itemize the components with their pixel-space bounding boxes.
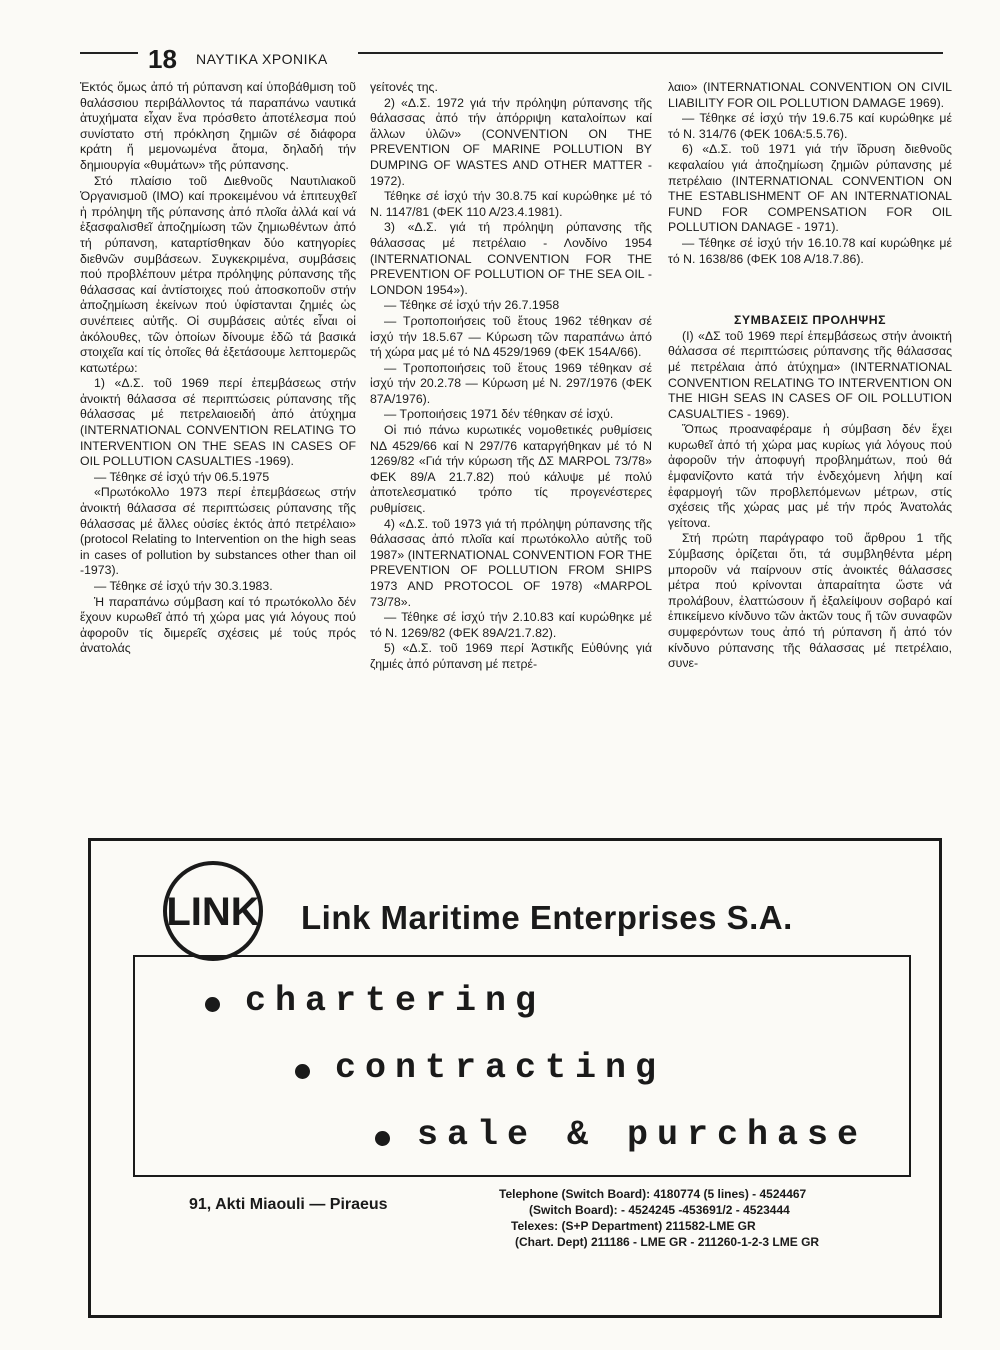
paragraph: Τέθηκε σέ ἰσχύ τήν 30.8.75 καί κυρώθηκε μέ τό Ν. 1147/81 (ΦΕΚ 110 Α/23.4.1981). bbox=[370, 189, 652, 219]
services-box bbox=[133, 955, 911, 1177]
service-item: contracting bbox=[335, 1048, 666, 1088]
paragraph: Ἡ παραπάνω σύμβαση καί τό πρωτόκολλο δέν ἔχουν κυρωθεῖ ἀπό τή χώρα μας γιά λόγους πού ἀφοροῦν τίς διμερεῖς σχέσεις μέ τούς πρός ἀνατολάς bbox=[80, 594, 356, 656]
company-logo bbox=[161, 859, 265, 963]
contact-line: (Switch Board): - 4524245 -453691/2 - 4523444 bbox=[529, 1203, 790, 1217]
paragraph: Οἱ πιό πάνω κυρωτικές νομοθετικές ρυθμίσεις ΝΔ 4529/66 καί Ν 297/76 καταργήθηκαν μέ τό Ν 1269/82 «Γιά τήν κύρωση τῆς ΔΣ MARPOL 73/78» ΦΕΚ 89/Α 21.7.82) πού κάλυψε μέ πολύ ἀποτελεσματικό τρόπο τίς προγενέστερες ρυθμίσεις. bbox=[370, 423, 652, 516]
advertisement bbox=[88, 838, 942, 1318]
paragraph: — Τροποποιήσεις τοῦ ἔτους 1969 τέθηκαν σέ ἰσχύ τήν 20.2.78 — Κύρωση μέ Ν. 297/1976 (ΦΕΚ 87Α/1976). bbox=[370, 360, 652, 406]
bullet-icon bbox=[205, 997, 220, 1012]
article-column-3 bbox=[668, 80, 952, 672]
paragraph: — Τροποποιήσεις τοῦ ἔτους 1962 τέθηκαν σέ ἰσχύ τήν 18.5.67 — Κύρωση τῶν παραπάνω ἀπό τή χώρα μας μέ τό ΝΔ 4529/1969 (ΦΕΚ 154Α/66). bbox=[370, 313, 652, 360]
service-item: sale & purchase bbox=[417, 1115, 868, 1155]
contact-line: (Chart. Dept) 211186 - LME GR - 211260-1-2-3 LME GR bbox=[515, 1235, 820, 1249]
paragraph: Στό πλαίσιο τοῦ Διεθνοῦς Ναυτιλιακοῦ Ὀργανισμοῦ (IMO) καί προκειμένου νά ἐπιτευχθεῖ ἡ πρόληψη τῆς ρύπανσης ἀπό πλοῖα ἀλλά καί νά ἐξασφαλισθεῖ ἀποζημίωση τῶν ζημιωθέντων ἀπό τή ρύπανση, καταρτίσθηκαν δύο κατηγορίες διεθνῶν συμβάσεων. Συγκεκριμένα, συμβάσεις πού προβλέπουν μέτρα πρόληψης ρύπανσης τῆς θάλασσας καί ἀντίστοιχες πού ἀποσκοποῦν στήν ἀποζημίωση ἐκείνων πού ὑφίστανται ζημιές ὡς συνέπειες αὐτῆς. Οἱ συμβάσεις αὐτές εἶναι οἱ ἀκόλουθες, τῶν ὁποίων δίνουμε ἐδῶ τά βασικά στοιχεῖα καί τίς ὁποῖες θά ἐξετάσουμε λεπτομερῶς κατωτέρω: bbox=[80, 173, 356, 375]
article-column-2 bbox=[370, 80, 652, 673]
company-address: 91, Akti Miaouli — Piraeus bbox=[189, 1196, 388, 1213]
service-item: chartering bbox=[245, 981, 546, 1021]
contact-line: Telephone (Switch Board): 4180774 (5 lines) - 4524467 bbox=[499, 1187, 807, 1201]
paragraph: γείτονές της. bbox=[370, 80, 438, 94]
paragraph: Ἐκτός ὅμως ἀπό τή ρύπανση καί ὑποβάθμιση τοῦ θαλάσσιου περιβάλλοντος τά παραπάνω ναυτικά ἀτυχήματα εἶχαν ἕνα πρόσθετο ἀποτέλεσμα πού συνίστατο στή πρόκληση ζημιῶν σέ διάφορα κράτη ἤ μεμονωμένα ἄτομα, δηλαδή τήν δημιουργία «θυμάτων» τῆς ρύπανσης. bbox=[80, 80, 356, 172]
paragraph: — Τροποιήσεις 1971 δέν τέθηκαν σέ ἰσχύ. bbox=[384, 407, 614, 422]
paragraph: 2) «Δ.Σ. 1972 γιά τήν πρόληψη ρύπανσης τῆς θάλασσας ἀπό τήν ἀπόρριψη καταλοίπων καί ἄλλων ὑλῶν» (CONVENTION ON THE PREVENTION OF MARINE POLLUTION BY DUMPING OF WASTES AND OTHER MATTER - 1972). bbox=[370, 95, 652, 188]
contact-line: Telexes: (S+P Department) 211582-LME GR bbox=[511, 1219, 756, 1233]
paragraph: 1) «Δ.Σ. τοῦ 1969 περί ἐπεμβάσεως στήν ἀνοικτή θάλασσα σέ περιπτώσεις ρύπανσης τῆς θάλασσας μέ πετρελαιοειδή ἀπό ἀτύχημα (INTERNATIONAL CONVENTION RELATING TO INTERVENTION ON THE SEAS IN CASES OF OIL POLLUTION CASUALTIES -1969). bbox=[80, 376, 356, 469]
paragraph: — Τέθηκε σέ ἰσχύ τήν 16.10.78 καί κυρώθηκε μέ τό Ν. 1638/86 (ΦΕΚ 108 Α/18.7.86). bbox=[668, 235, 952, 266]
logo-text: LINK bbox=[166, 890, 260, 934]
section-heading: ΣΥΜΒΑΣΕΙΣ ΠΡΟΛΗΨΗΣ bbox=[734, 313, 886, 328]
paragraph: (Ι) «ΔΣ τοῦ 1969 περί ἐπεμβάσεως στήν ἀνοικτή θάλασσα σέ περιπτώσεις ρύπανσης τῆς θάλασσας μέ πετρέλαια ἀπό ἀτύχημα» (INTERNATIONAL CONVENTION RELATING TO INTERVENTION ON THE HIGH SEAS IN CASES OF OIL POLLUTION CASUALTIES - 1969). bbox=[668, 328, 952, 421]
company-name: Link Maritime Enterprises S.A. bbox=[301, 899, 793, 936]
paragraph: λαιο» (INTERNATIONAL CONVENTION ON CIVIL LIABILITY FOR OIL POLLUTION DAMAGE 1969). bbox=[668, 80, 952, 110]
paragraph: — Τέθηκε σέ ἰσχύ τήν 26.7.1958 bbox=[384, 298, 560, 313]
paragraph: 6) «Δ.Σ. τοῦ 1971 γιά τήν ἵδρυση διεθνοῦς κεφαλαίου γιά ἀποζημίωση ζημιῶν ρύπανσης μέ πετρέλαιο (INTERNATIONAL CONVENTION ON THE ESTABLISHMENT OF AN INTERNATIONAL FUND FOR COMPENSATION FOR OIL POLLUTION DANAGE - 1971). bbox=[668, 142, 952, 235]
paragraph: 3) «Δ.Σ. γιά τή πρόληψη ρύπανσης τῆς θάλασσας μέ πετρέλαιο - Λονδίνο 1954 (INTERNATIONAL CONVENTION FOR THE PREVENTION OF POLLUTION OF THE SEA OIL - LONDON 1954»). bbox=[370, 220, 652, 297]
paragraph: — Τέθηκε σέ ἰσχύ τήν 06.5.1975 bbox=[94, 469, 270, 484]
paragraph: 4) «Δ.Σ. τοῦ 1973 γιά τή πρόληψη ρύπανσης τῆς θάλασσας ἀπό πλοῖα καί πρωτόκολλο αὐτῆς τοῦ 1987» (INTERNATIONAL CONVENTION FOR THE PREVENTION OF POLLUTION FROM SHIPS 1973 AND PROTOCOL OF 1978) «MARPOL 73/78». bbox=[370, 516, 652, 609]
header-rule-right bbox=[358, 52, 943, 54]
magazine-title: ΝΑΥΤΙΚΑ ΧΡΟΝΙΚΑ bbox=[196, 51, 328, 67]
paragraph: — Τέθηκε σέ ἰσχύ τήν 2.10.83 καί κυρώθηκε μέ τό Ν. 1269/82 (ΦΕΚ 89Α/21.7.82). bbox=[370, 610, 652, 640]
paragraph: — Τέθηκε σέ ἰσχύ τήν 30.3.1983. bbox=[94, 579, 273, 593]
paragraph: Στή πρώτη παράγραφο τοῦ ἄρθρου 1 τῆς Σύμβασης ὁρίζεται ὅτι, τά συμβληθέντα μέρη μποροῦν νά παίρνουν στίς ἀνοικτές θάλασσες μέτρα πού κρίνονται ἀπαραίτητα ὥστε νά προλάβουν, ἐλαττώσουν ἤ ἐξαλείψουν σοβαρό καί ἐπικείμενο κίνδυνο τῶν ἀκτῶν τους ἤ τῶν συναφῶν συμφερόντων τους ἀπό τή ρύπανση ἤ ἀπό τόν κίνδυνο ρύπανσης τῆς θάλασσας μέ πετρέλαιο, συνε- bbox=[668, 531, 952, 671]
article-column-1 bbox=[80, 80, 356, 657]
header-rule-left bbox=[80, 52, 138, 54]
paragraph: «Πρωτόκολλο 1973 περί ἐπεμβάσεως στήν ἀνοικτή θάλασσα σέ περιπτώσεις ρύπανσης τῆς θάλασσας μέ ἄλλες οὐσίες ἐκτός ἀπό πετρέλαιο» (protocol Relating to Intervention on the high seas in cases of pollution by substances other than oil -1973). bbox=[80, 485, 356, 578]
paragraph: 5) «Δ.Σ. τοῦ 1969 περί Ἀστικῆς Εὐθύνης γιά ζημιές ἀπό ρύπανση μέ πετρέ- bbox=[370, 641, 652, 671]
bullet-icon bbox=[295, 1064, 310, 1079]
paragraph: Ὅπως προαναφέραμε ἡ σύμβαση δέν ἔχει κυρωθεῖ ἀπό τή χώρα μας κυρίως γιά λόγους πού ἀφοροῦν τήν ἀποφυγή προβλημάτων, πού θά ἐμφανίζοντο κατά τήν ἐνδεχόμενη λήψη καί ἐφαρμογή τῶν προβλεπόμενων μέτρων, στίς σχέσεις τῆς χώρας μας μέ τήν πρός Ἀνατολάς γείτονα. bbox=[668, 422, 952, 530]
bullet-icon bbox=[375, 1131, 390, 1146]
paragraph: — Τέθηκε σέ ἰσχύ τήν 19.6.75 καί κυρώθηκε μέ τό Ν. 314/76 (ΦΕΚ 106Α:5.5.76). bbox=[668, 111, 952, 141]
contact-details bbox=[499, 1186, 819, 1250]
page-number: 18 bbox=[148, 44, 177, 74]
